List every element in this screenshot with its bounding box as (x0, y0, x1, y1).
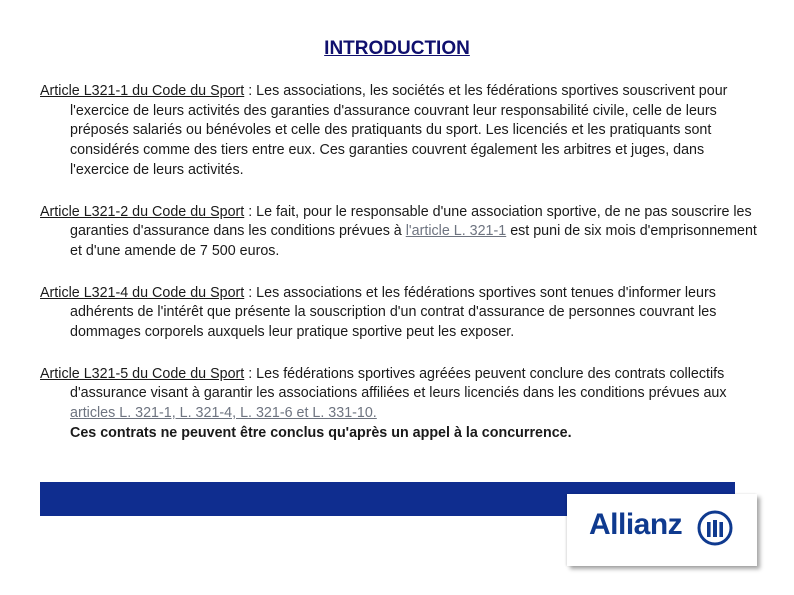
allianz-eagle-icon (697, 510, 733, 546)
article-heading: Article L321-1 du Code du Sport (40, 83, 245, 99)
article-bold-line: Ces contrats ne peuvent être conclus qu'après un appel à la concurrence. (70, 424, 572, 441)
article-l321-2 (40, 203, 760, 262)
article-l321-4 (40, 284, 760, 343)
article-heading: Article L321-4 du Code du Sport (40, 284, 245, 301)
logo-box (567, 494, 757, 566)
logo-text: Allianz (589, 508, 683, 541)
page-title: INTRODUCTION (324, 38, 470, 59)
articles-list (40, 82, 760, 466)
article-heading: Article L321-5 du Code du Sport (40, 365, 245, 382)
article-text: : Le fait, pour le responsable d'une association sportive, de ne pas souscrire les garanties d'assurance dans les conditions prévues à (70, 203, 752, 240)
article-text: : Les fédérations sportives agréées peuvent conclure des contrats collectifs d'assurance visant à garantir les associations affiliées et leurs licenciés dans les conditions prévues aux (70, 365, 727, 402)
article-l321-5 (40, 365, 760, 444)
article-link[interactable]: l'article L. 321-1 (405, 223, 507, 240)
article-l321-1 (40, 82, 760, 181)
article-link[interactable]: articles L. 321-1, L. 321-4, L. 321-6 et L. 331-10. (70, 405, 377, 422)
article-text: : Les associations, les sociétés et les fédérations sportives souscrivent pour l'exercice de leurs activités des garanties d'assurance couvrant leur responsabilité civile, celle de leurs préposés salariés ou bénévoles et celle des pratiquants du sport. Les licenciés et les pratiquants sont considérés comme des tiers entre eux. Ces garanties couvrent également les arbitres et juges, dans l'exercice de leurs activités. (70, 83, 728, 178)
article-heading: Article L321-2 du Code du Sport (40, 203, 245, 220)
article-text: est puni de six mois d'emprisonnement et d'une amende de 7 500 euros. (70, 223, 757, 259)
article-text: : Les associations et les fédérations sportives sont tenues d'informer leurs adhérents de l'intérêt que présente la souscription d'un contrat d'assurance de personnes couvrant les dommages corporels auxquels leur pratique sportive peut les exposer. (70, 284, 717, 341)
